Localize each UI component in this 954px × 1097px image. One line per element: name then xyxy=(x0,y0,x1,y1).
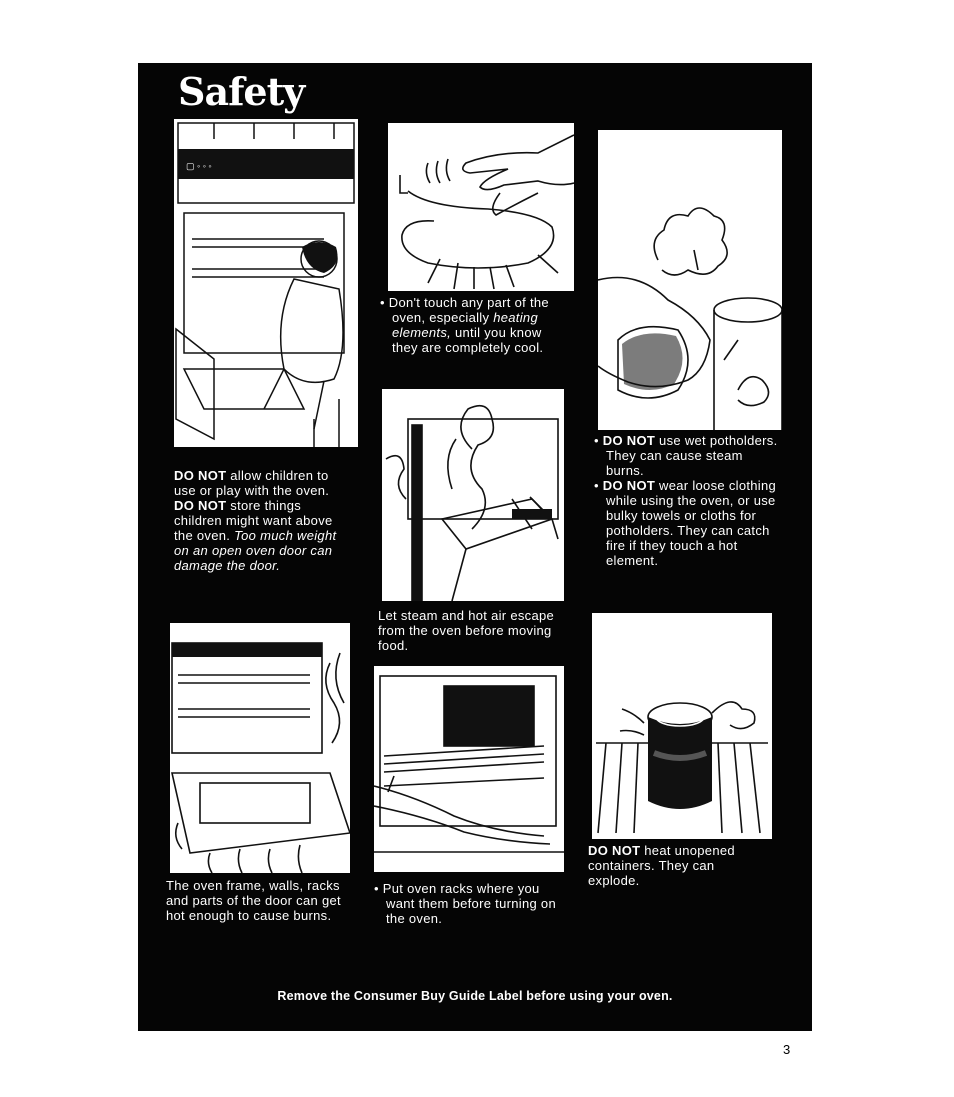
caption-text: Let steam and hot air escape from the oven before moving food. xyxy=(378,608,555,653)
potholder-illustration xyxy=(598,130,782,430)
svg-text:▢ ◦ ◦ ◦: ▢ ◦ ◦ ◦ xyxy=(186,161,212,171)
bullet-dot: • xyxy=(380,295,385,310)
caption-text: store things children might want above the oven. xyxy=(174,498,333,543)
footer-note: Remove the Consumer Buy Guide Label before using your oven. xyxy=(277,989,673,1003)
hot-oven-frame-illustration xyxy=(170,623,350,873)
caption-text: use wet potholders. They can cause steam burns. xyxy=(606,433,778,478)
caption-text: The oven frame, walls, racks and parts of the door can get hot enough to cause burns. xyxy=(166,878,341,923)
caption-text: until you know they are completely cool. xyxy=(392,325,544,355)
child-oven-drawing xyxy=(174,119,358,447)
do-not-label: DO NOT xyxy=(588,843,641,858)
page-number: 3 xyxy=(783,1042,791,1057)
caption-racks xyxy=(374,881,559,926)
oven-racks-drawing xyxy=(374,666,564,872)
container-drawing xyxy=(592,613,772,839)
do-not-label: DO NOT xyxy=(602,478,656,493)
caption-frame xyxy=(166,878,346,923)
caption-text: heat unopened containers. They can explode. xyxy=(588,843,735,888)
caption-text: Put oven racks where you want them before turning on the oven. xyxy=(382,881,556,926)
caption-italic-text: heating elements, xyxy=(392,310,538,340)
child-at-oven-illustration xyxy=(174,119,358,447)
hot-frame-drawing xyxy=(170,623,350,873)
do-not-label: DO NOT xyxy=(602,433,656,448)
caption-potholders xyxy=(594,433,784,568)
caption-italic-text: Too much weight on an open oven door can damage the door. xyxy=(174,528,337,573)
caption-text: allow children to use or play with the oven. xyxy=(174,468,330,498)
caption-containers xyxy=(588,843,768,888)
caption-touch xyxy=(380,295,565,355)
steam-oven-drawing xyxy=(382,389,564,601)
bullet-dot: • xyxy=(374,881,379,896)
caption-text: Don't touch any part of the oven, especially xyxy=(388,295,549,325)
steam-from-oven-illustration xyxy=(382,389,564,601)
unopened-container-illustration xyxy=(592,613,772,839)
potholder-drawing xyxy=(598,130,782,430)
bullet-dot: • xyxy=(594,478,599,493)
caption-steam xyxy=(378,608,560,653)
caption-children xyxy=(174,468,349,573)
bullet-dot: • xyxy=(594,433,599,448)
oven-racks-illustration xyxy=(374,666,564,872)
page-title: Safety xyxy=(178,69,305,114)
hand-element-drawing xyxy=(388,123,574,291)
do-not-label: DO NOT xyxy=(174,498,227,513)
do-not-label: DO NOT xyxy=(174,468,227,483)
hand-heating-element-illustration xyxy=(388,123,574,291)
caption-text: wear loose clothing while using the oven, or use bulky towels or cloths for potholders. They can catch fire if they touch a hot element. xyxy=(606,478,777,568)
safety-panel xyxy=(138,63,812,1031)
